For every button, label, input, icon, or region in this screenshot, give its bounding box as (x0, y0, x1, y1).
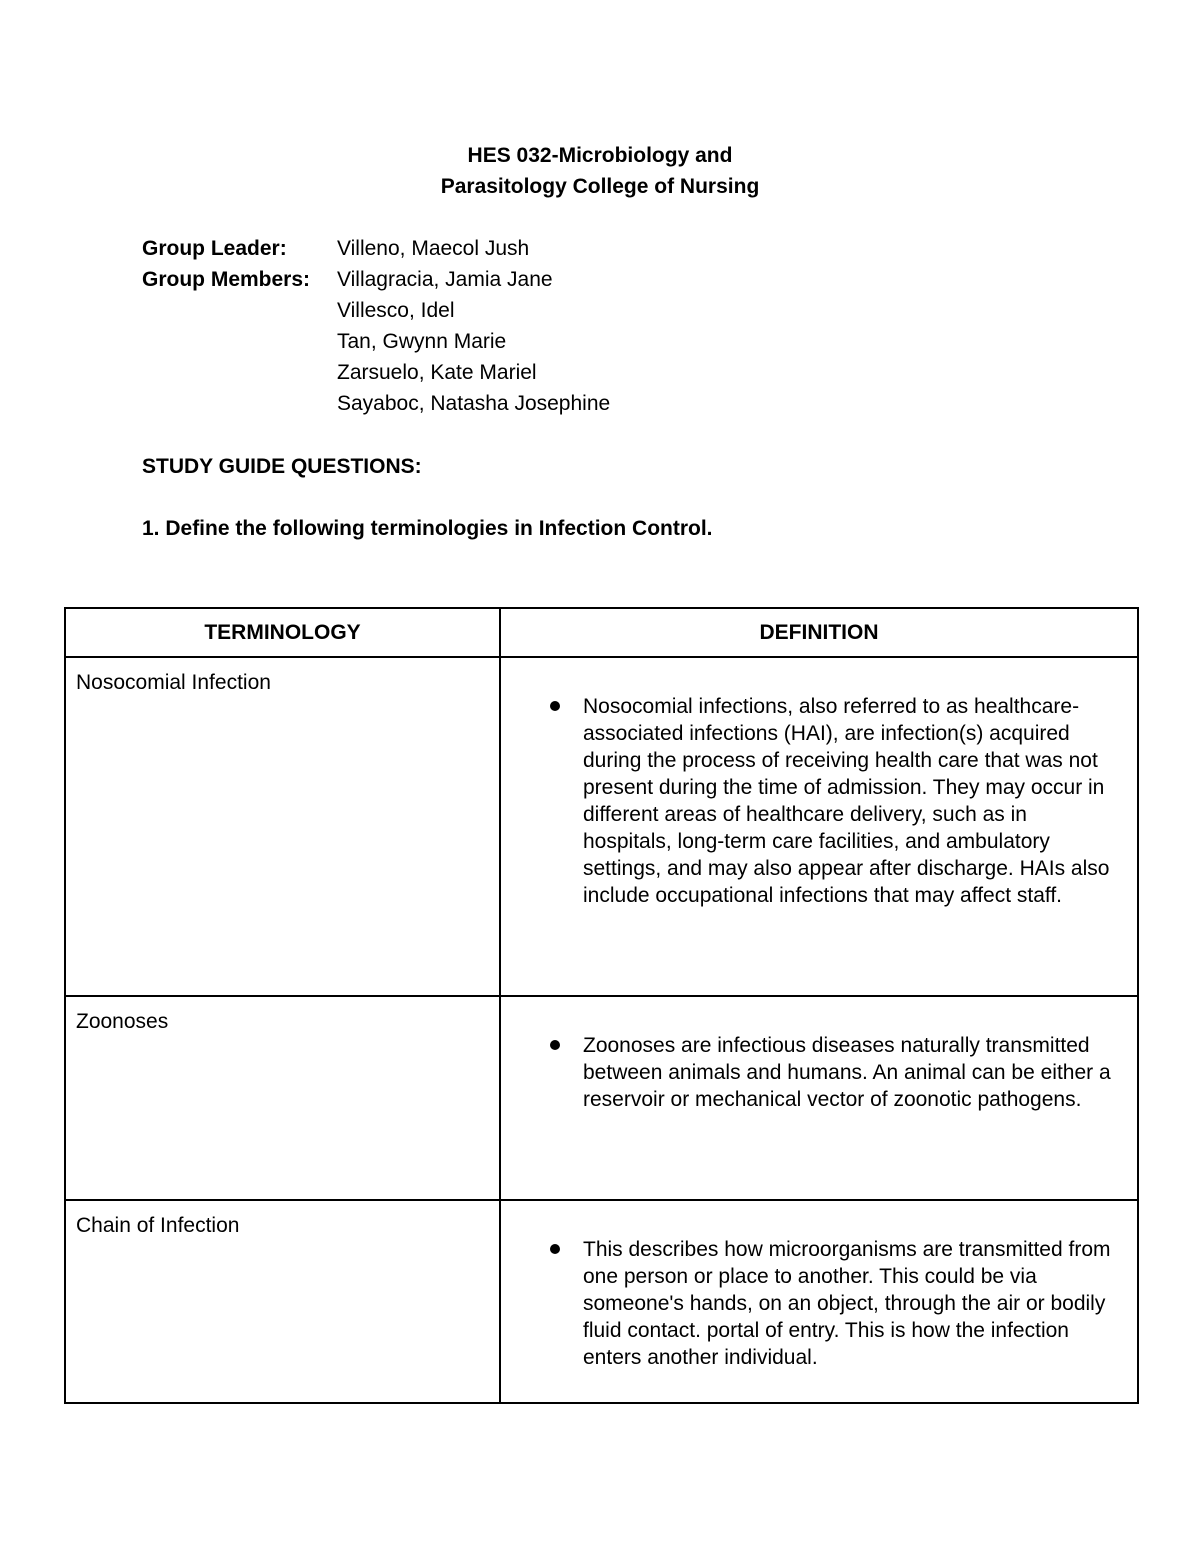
table-row (65, 1200, 1138, 1403)
group-member: Tan, Gwynn Marie (337, 330, 507, 353)
definition-list (501, 1236, 1121, 1371)
group-member: Villagracia, Jamia Jane (337, 268, 553, 291)
definition-bullet: Zoonoses are infectious diseases naturally transmitted between animals and humans. An animal can be either a reservoir or mechanical vector of zoonotic pathogens. (583, 1032, 1121, 1113)
terminology-header: TERMINOLOGY (65, 608, 500, 657)
group-leader-row (142, 233, 610, 264)
group-member: Sayaboc, Natasha Josephine (337, 392, 611, 415)
terminology-table (64, 607, 1139, 1404)
definition-cell (500, 657, 1138, 996)
group-members-list (337, 264, 610, 419)
title-line-1: HES 032-Microbiology and (467, 144, 733, 167)
table-row (65, 657, 1138, 996)
group-member: Villesco, Idel (337, 299, 455, 322)
group-info (142, 233, 610, 419)
definition-bullet: This describes how microorganisms are transmitted from one person or place to another. This could be via someone's hands, on an object, through the air or bodily fluid contact. portal of entry. This is how the infection enters another individual. (583, 1236, 1121, 1371)
definition-list (501, 1032, 1121, 1113)
definition-bullet: Nosocomial infections, also referred to as healthcare-associated infections (HAI), are infection(s) acquired during the process of receiving health care that was not present during the time of admission. They may occur in different areas of healthcare delivery, such as in hospitals, long-term care facilities, and ambulatory settings, and may also appear after discharge. HAIs also include occupational infections that may affect staff. (583, 693, 1121, 909)
group-leader-label: Group Leader: (142, 237, 287, 260)
group-members-label: Group Members: (142, 268, 311, 291)
table-row (65, 996, 1138, 1200)
definition-list (501, 693, 1121, 909)
document-title (0, 140, 1200, 202)
question-1-heading: 1. Define the following terminologies in Infection Control. (142, 517, 713, 540)
table-header-row (65, 608, 1138, 657)
definition-cell (500, 996, 1138, 1200)
term-cell: Zoonoses (65, 996, 500, 1200)
group-member: Zarsuelo, Kate Mariel (337, 361, 537, 384)
group-leader-name: Villeno, Maecol Jush (337, 237, 530, 260)
term-cell: Chain of Infection (65, 1200, 500, 1403)
study-guide-heading: STUDY GUIDE QUESTIONS: (142, 455, 422, 478)
definition-header: DEFINITION (500, 608, 1138, 657)
term-cell: Nosocomial Infection (65, 657, 500, 996)
group-members-row (142, 264, 610, 419)
title-line-2: Parasitology College of Nursing (440, 175, 760, 198)
definition-cell (500, 1200, 1138, 1403)
